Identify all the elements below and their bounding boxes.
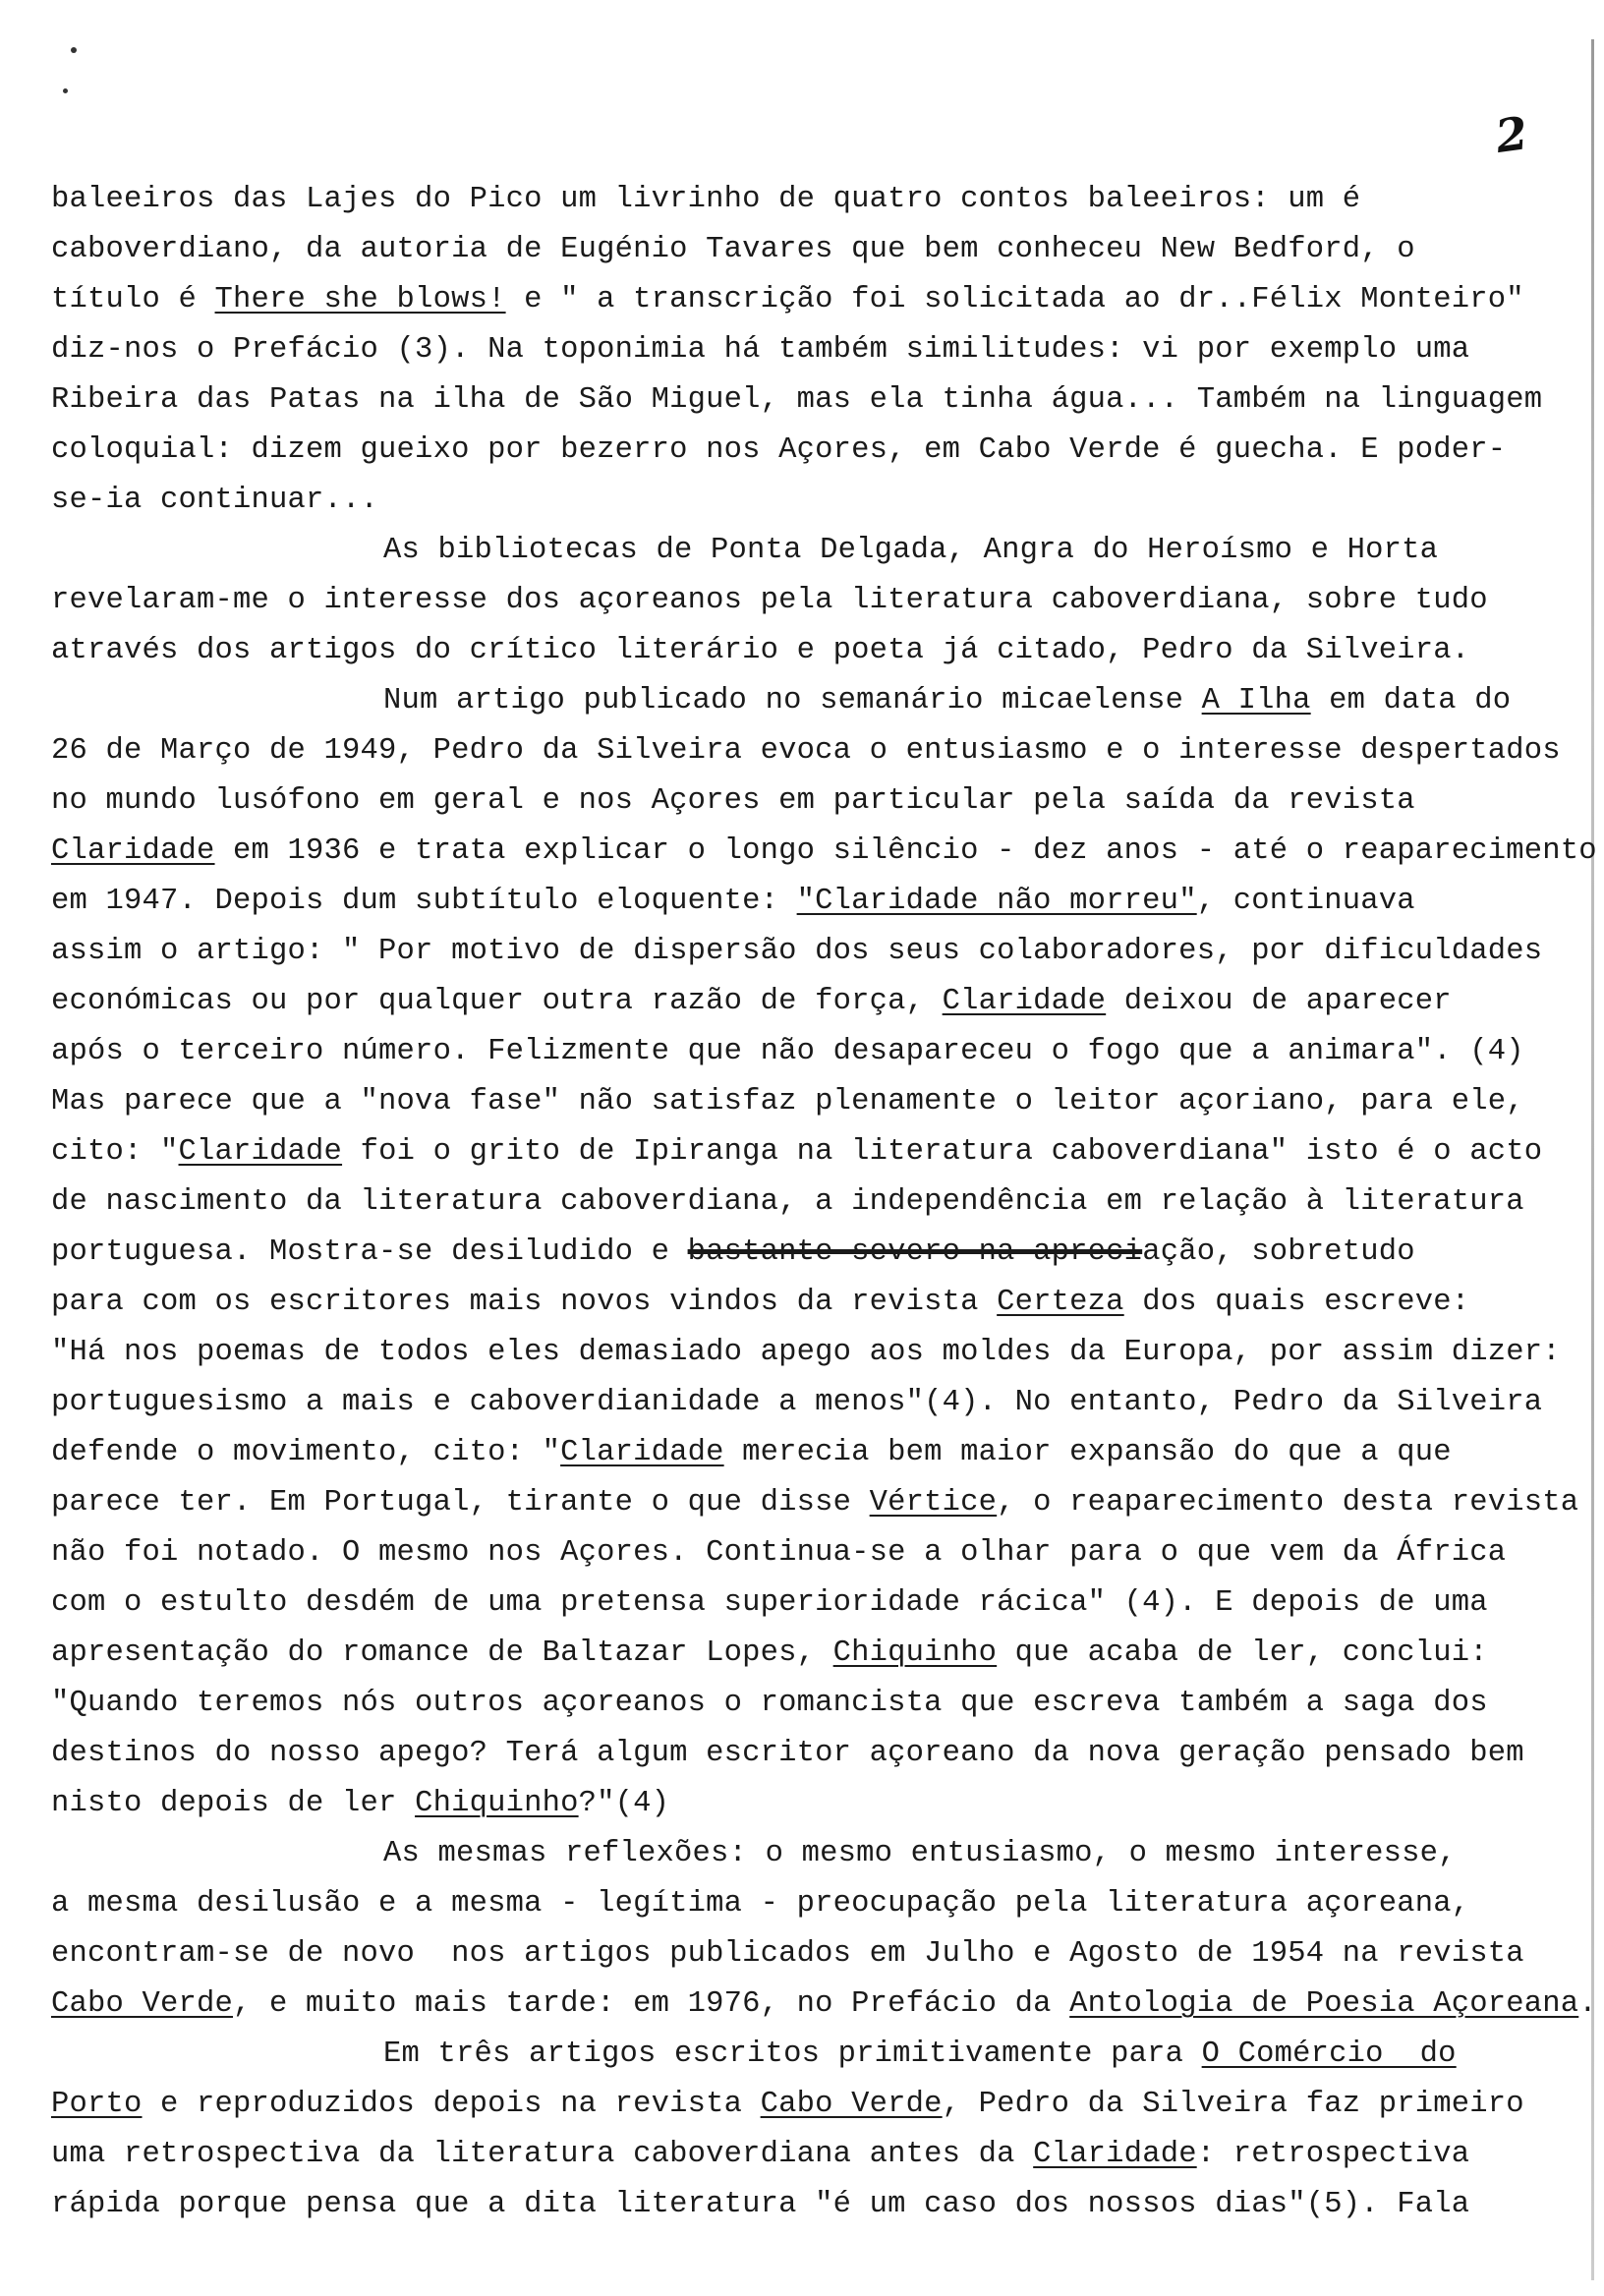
text-segment: , o reaparecimento desta revista xyxy=(997,1486,1579,1520)
text-segment: com o estulto desdém de uma pretensa superioridade rácica" (4). E depois de uma xyxy=(51,1586,1488,1620)
text-segment: revelaram-me o interesse dos açoreanos pela literatura caboverdiana, sobre tudo xyxy=(51,584,1488,617)
text-segment: se-ia continuar... xyxy=(51,484,379,517)
text-segment: Num artigo publicado no semanário micaelense xyxy=(383,684,1202,718)
text-line xyxy=(51,1779,1545,1829)
text-line xyxy=(51,1980,1597,2030)
text-line xyxy=(51,726,1561,776)
text-line xyxy=(51,827,1597,877)
text-segment: baleeiros das Lajes do Pico um livrinho de quatro contos baleeiros: um é xyxy=(51,183,1361,216)
text-segment: . xyxy=(1578,1987,1597,2021)
underlined-title: Vértice xyxy=(869,1486,998,1520)
page-number: 2 xyxy=(1492,106,1531,163)
text-segment: portuguesismo a mais e caboverdianidade a menos"(4). No entanto, Pedro da Silveira xyxy=(51,1386,1543,1419)
text-segment: caboverdiano, da autoria de Eugénio Tavares que bem conheceu New Bedford, o xyxy=(51,233,1415,266)
text-segment: "Há nos poemas de todos eles demasiado apego aos moldes da Europa, por assim dizer: xyxy=(51,1336,1561,1369)
text-segment: após o terceiro número. Felizmente que não desapareceu o fogo que a animara". (4) xyxy=(51,1035,1524,1068)
text-line xyxy=(51,1528,1545,1578)
text-line xyxy=(51,1879,1545,1929)
text-line xyxy=(51,2030,1545,2080)
text-line xyxy=(51,1077,1545,1127)
underlined-title: Claridade xyxy=(178,1135,343,1169)
text-segment: para com os escritores mais novos vindos da revista xyxy=(51,1286,998,1319)
text-segment: em 1936 e trata explicar o longo silêncio - dez anos - até o reaparecimento xyxy=(214,834,1597,868)
text-segment: , continuava xyxy=(1196,885,1415,918)
text-line xyxy=(51,1679,1545,1729)
text-segment: dos quais escreve: xyxy=(1123,1286,1470,1319)
text-line xyxy=(51,375,1545,426)
underlined-title: A Ilha xyxy=(1201,684,1311,718)
text-segment: cito: " xyxy=(51,1135,179,1169)
text-line xyxy=(51,1578,1545,1629)
text-line xyxy=(51,1177,1545,1228)
text-line xyxy=(51,1428,1545,1478)
underlined-title: Cabo Verde xyxy=(51,1987,234,2021)
text-line xyxy=(51,1478,1579,1528)
text-segment: que acaba de ler, conclui: xyxy=(997,1636,1488,1670)
text-line xyxy=(51,1027,1545,1077)
text-segment: em 1947. Depois dum subtítulo eloquente: xyxy=(51,885,797,918)
text-segment: apresentação do romance de Baltazar Lopes, xyxy=(51,1636,833,1670)
text-line xyxy=(51,526,1545,576)
text-segment: ?"(4) xyxy=(578,1787,670,1820)
text-segment: de nascimento da literatura caboverdiana, a independência em relação à literatura xyxy=(51,1185,1524,1219)
text-segment: e reproduzidos depois na revista xyxy=(142,2088,761,2121)
text-line xyxy=(51,2130,1545,2180)
underlined-title: Claridade xyxy=(942,985,1107,1018)
underlined-title: Claridade xyxy=(560,1436,724,1469)
underlined-title: Certeza xyxy=(997,1286,1124,1319)
text-segment: título é xyxy=(51,283,215,316)
underlined-title: Porto xyxy=(51,2088,143,2121)
text-segment: e " a transcrição foi solicitada ao dr..Félix Monteiro" xyxy=(505,283,1524,316)
text-line xyxy=(51,776,1545,827)
text-segment: encontram-se de novo nos artigos publicados em Julho e Agosto de 1954 na revista xyxy=(51,1937,1524,1971)
text-line xyxy=(51,225,1545,275)
text-line xyxy=(51,175,1545,225)
text-segment: : retrospectiva xyxy=(1196,2138,1470,2171)
text-segment: Em três artigos escritos primitivamente para xyxy=(383,2038,1202,2071)
text-line xyxy=(51,1729,1545,1779)
text-segment: coloquial: dizem gueixo por bezerro nos Açores, em Cabo Verde é guecha. E poder- xyxy=(51,433,1507,467)
ink-speck xyxy=(71,47,77,53)
text-segment: As mesmas reflexões: o mesmo entusiasmo, o mesmo interesse, xyxy=(383,1837,1457,1870)
text-segment: defende o movimento, cito: " xyxy=(51,1436,561,1469)
text-line xyxy=(51,1829,1545,1879)
ink-speck xyxy=(63,88,68,93)
text-segment: portuguesa. Mostra-se desiludido e xyxy=(51,1235,688,1269)
text-segment: em data do xyxy=(1310,684,1512,718)
text-line xyxy=(51,1378,1545,1428)
text-line xyxy=(51,275,1545,325)
underlined-title: Claridade xyxy=(51,834,215,868)
text-line xyxy=(51,1228,1545,1278)
text-line xyxy=(51,476,1545,526)
text-segment: destinos do nosso apego? Terá algum escritor açoreano da nova geração pensado bem xyxy=(51,1737,1524,1770)
struck-text: bastante severo na apreci xyxy=(687,1235,1143,1269)
underlined-title: O Comércio do xyxy=(1201,2038,1457,2071)
text-segment: no mundo lusófono em geral e nos Açores em particular pela saída da revista xyxy=(51,784,1415,818)
text-line xyxy=(51,2180,1545,2230)
text-segment: uma retrospectiva da literatura caboverdiana antes da xyxy=(51,2138,1034,2171)
text-line xyxy=(51,1127,1545,1177)
text-segment: económicas ou por qualquer outra razão de força, xyxy=(51,985,943,1018)
text-segment: Ribeira das Patas na ilha de São Miguel, mas ela tinha água... Também na linguagem xyxy=(51,383,1543,417)
text-line xyxy=(51,325,1545,375)
text-line xyxy=(51,1328,1561,1378)
text-line xyxy=(51,877,1545,927)
text-line xyxy=(51,977,1545,1027)
text-segment: "Quando teremos nós outros açoreanos o romancista que escreva também a saga dos xyxy=(51,1687,1488,1720)
document-body xyxy=(51,175,1597,2230)
text-line xyxy=(51,576,1545,626)
text-segment: As bibliotecas de Ponta Delgada, Angra do Heroísmo e Horta xyxy=(383,534,1439,567)
text-line xyxy=(51,1629,1545,1679)
text-segment: ação, sobretudo xyxy=(1142,1235,1415,1269)
text-segment: 26 de Março de 1949, Pedro da Silveira evoca o entusiasmo e o interesse despertados xyxy=(51,734,1561,768)
text-segment: assim o artigo: " Por motivo de dispersão dos seus colaboradores, por dificuldades xyxy=(51,935,1543,968)
underlined-title: There she blows! xyxy=(214,283,506,316)
underlined-title: Cabo Verde xyxy=(760,2088,943,2121)
text-segment: parece ter. Em Portugal, tirante o que disse xyxy=(51,1486,870,1520)
text-segment: foi o grito de Ipiranga na literatura caboverdiana" isto é o acto xyxy=(342,1135,1543,1169)
text-segment: diz-nos o Prefácio (3). Na toponimia há também similitudes: vi por exemplo uma xyxy=(51,333,1470,367)
underlined-title: Chiquinho xyxy=(832,1636,998,1670)
text-segment: deixou de aparecer xyxy=(1106,985,1452,1018)
underlined-title: Antologia de Poesia Açoreana xyxy=(1069,1987,1579,2021)
text-segment: merecia bem maior expansão do que a que xyxy=(723,1436,1452,1469)
underlined-title: Chiquinho xyxy=(415,1787,579,1820)
text-line xyxy=(51,676,1545,726)
text-segment: não foi notado. O mesmo nos Açores. Continua-se a olhar para o que vem da África xyxy=(51,1536,1507,1570)
text-segment: Mas parece que a "nova fase" não satisfaz plenamente o leitor açoriano, para ele, xyxy=(51,1085,1524,1119)
text-line xyxy=(51,1929,1545,1980)
text-line xyxy=(51,426,1545,476)
text-line xyxy=(51,1278,1545,1328)
text-segment: através dos artigos do crítico literário e poeta já citado, Pedro da Silveira. xyxy=(51,634,1470,667)
text-line xyxy=(51,927,1545,977)
text-segment: nisto depois de ler xyxy=(51,1787,416,1820)
underlined-title: Claridade xyxy=(1033,2138,1197,2171)
text-line xyxy=(51,626,1545,676)
text-line xyxy=(51,2080,1545,2130)
text-segment: rápida porque pensa que a dita literatura "é um caso dos nossos dias"(5). Fala xyxy=(51,2188,1470,2221)
page-edge-shadow xyxy=(1591,39,1594,2280)
text-segment: , Pedro da Silveira faz primeiro xyxy=(942,2088,1524,2121)
text-segment: , e muito mais tarde: em 1976, no Prefácio da xyxy=(233,1987,1070,2021)
text-segment: a mesma desilusão e a mesma - legítima - preocupação pela literatura açoreana, xyxy=(51,1887,1470,1921)
underlined-title: "Claridade não morreu" xyxy=(796,885,1197,918)
